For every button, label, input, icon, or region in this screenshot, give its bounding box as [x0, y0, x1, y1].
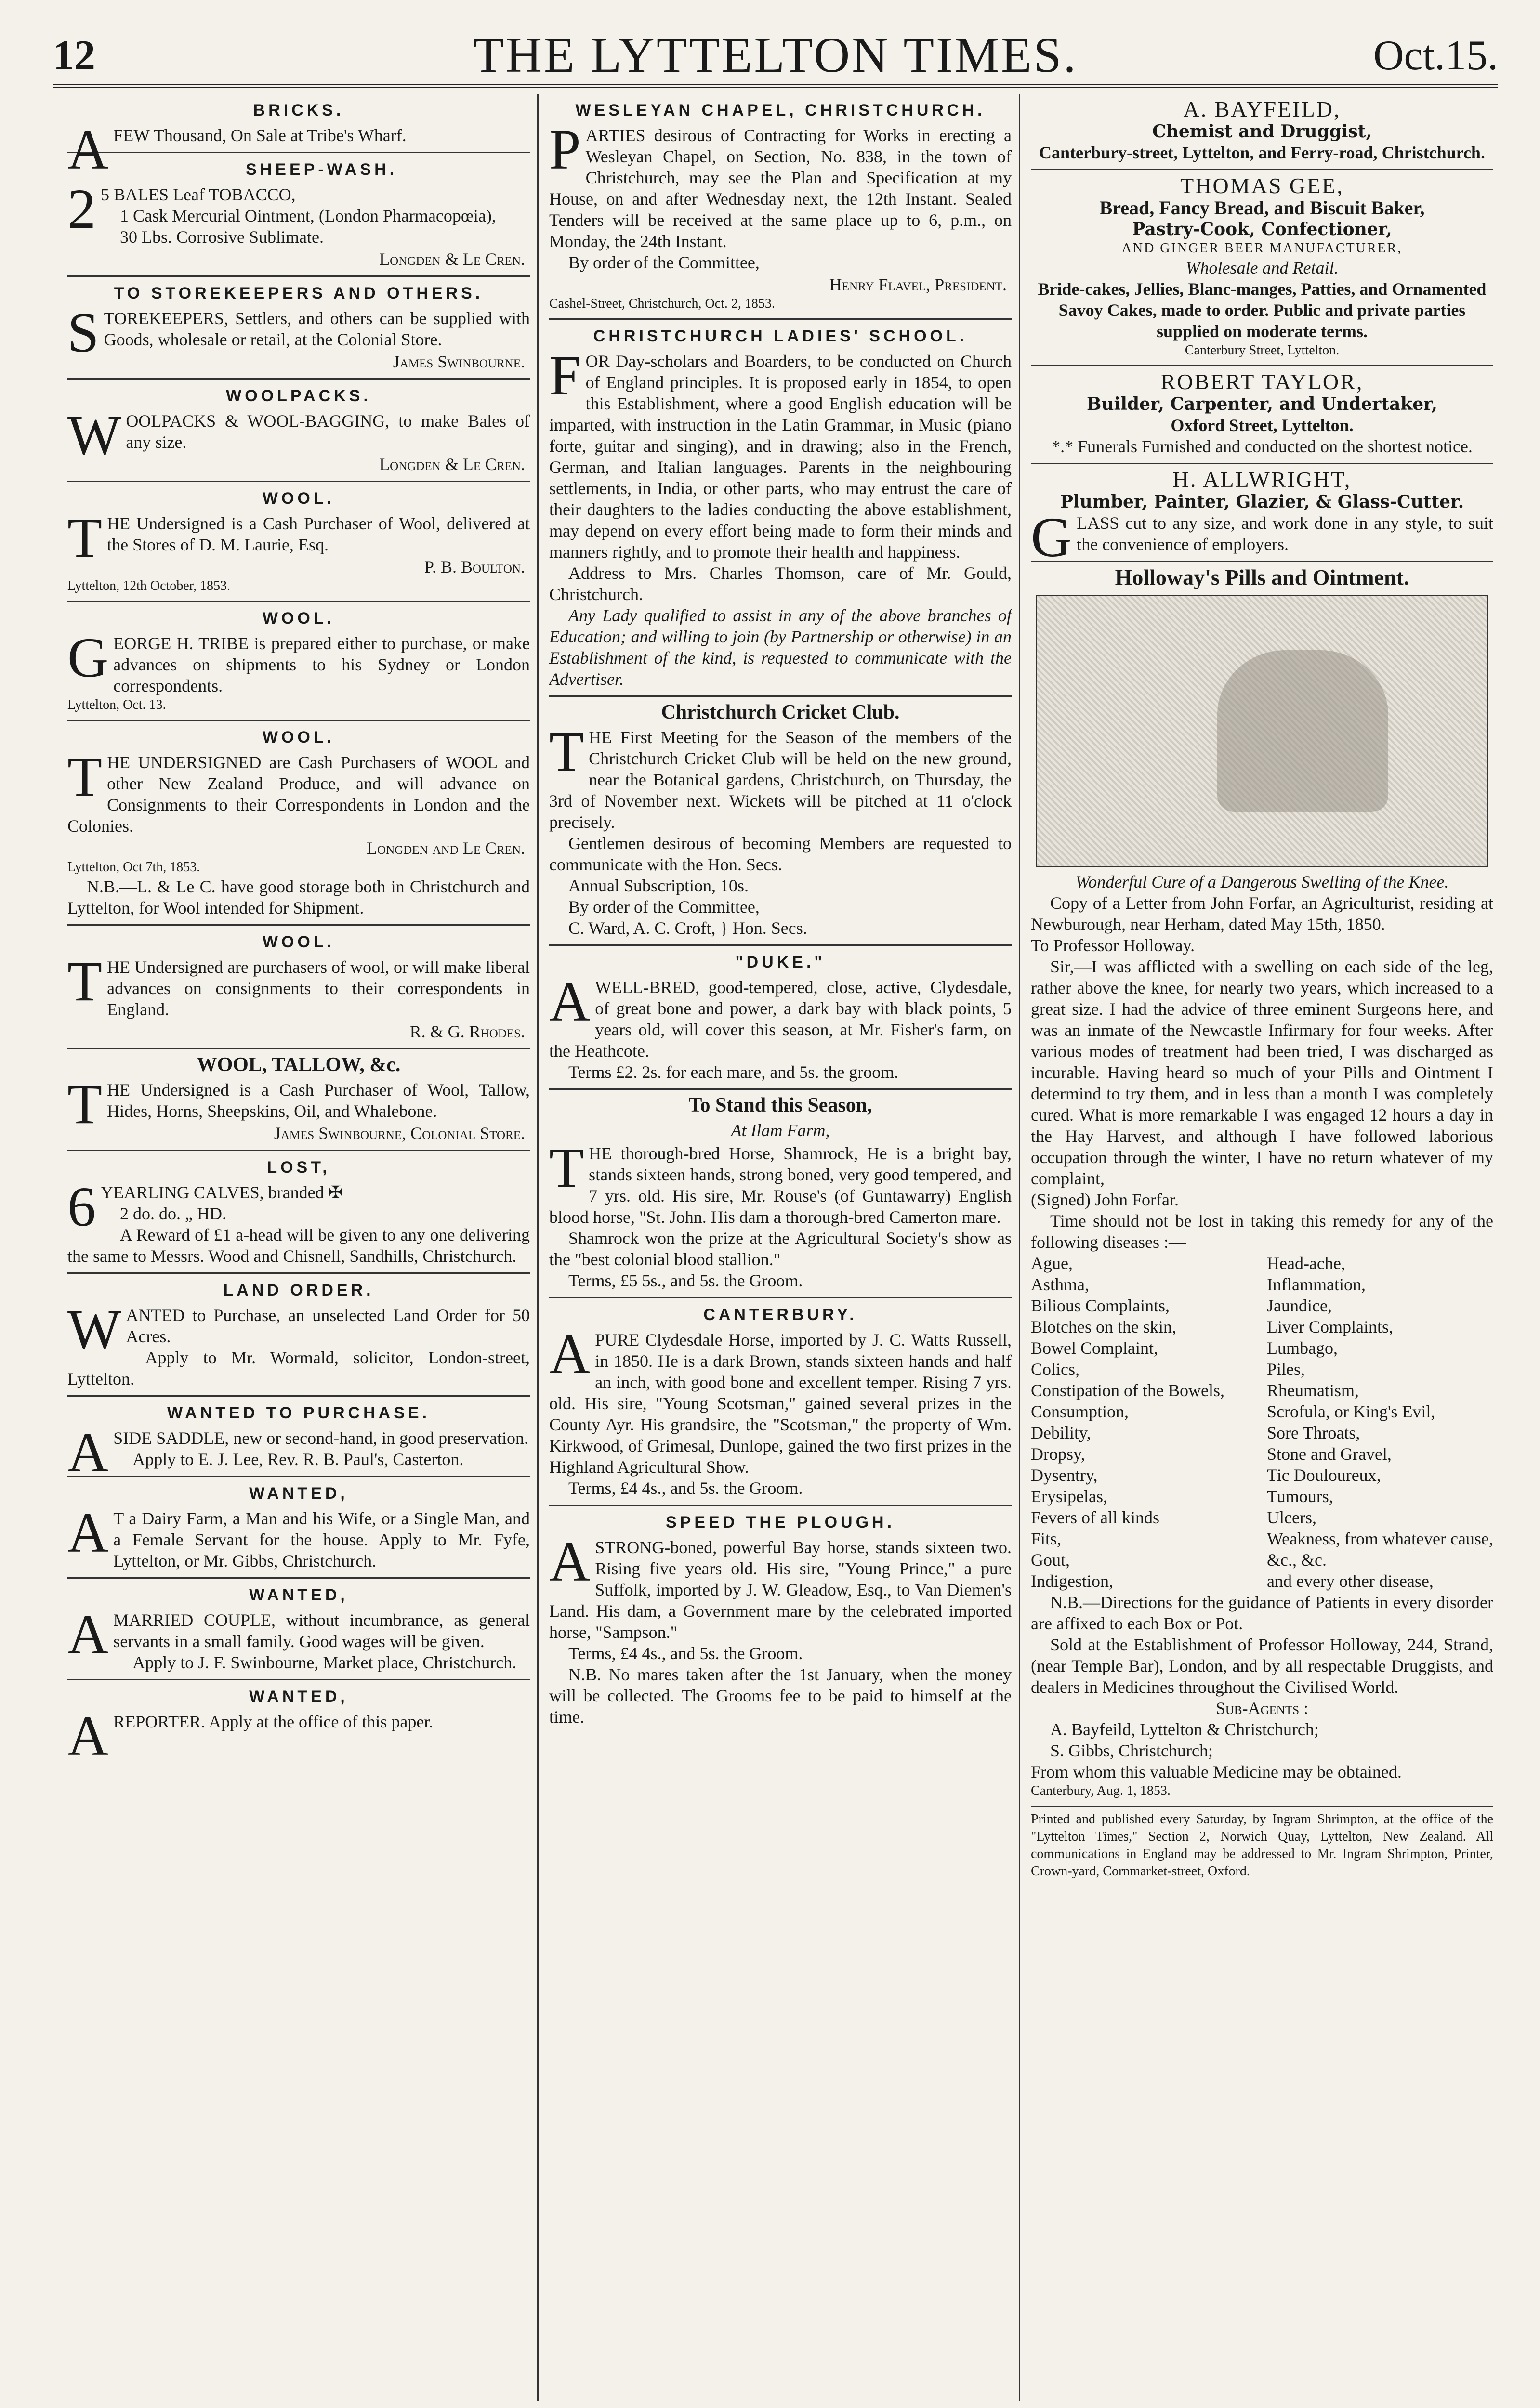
ad-body: Time should not be lost in taking this remedy for any of the following diseases :—: [1031, 1211, 1493, 1252]
advertiser-trade: AND GINGER BEER MANUFACTURER,: [1121, 241, 1403, 256]
ad-body: APURE Clydesdale Horse, imported by J. C. Watts Russell, in 1850. He is a dark Brown, stands sixteen hands and half an inch, with good bone and excellent temper. Rising 7 yrs. old. His sire, "Young Scotsman," gained several prizes in the County Ayr. His grandsire, the "Scotsman," the property of Wm. Kirkwood, of Grimesal, Dunlope, gained the two first prizes in the Highland Agricultural Show.: [549, 1322, 1012, 1477]
column-1: [67, 94, 530, 2401]
ad-body: Terms, £5 5s., and 5s. the Groom.: [568, 1271, 803, 1290]
ad-heading: WOOL.: [262, 489, 335, 508]
advertiser-trade: Chemist and Druggist,: [1152, 121, 1372, 142]
ad-body: Shamrock won the prize at the Agricultural Society's show as the "best colonial blood stallion.": [549, 1229, 1012, 1269]
advertisement: [67, 1680, 530, 1767]
advertisement: [549, 1090, 1012, 1298]
ad-body: Copy of a Letter from John Forfar, an Agriculturist, residing at Newburough, near Herham, dated May 15th, 1850.: [1031, 893, 1493, 934]
ad-body: THE Undersigned is a Cash Purchaser of Wool, delivered at the Stores of D. M. Laurie, Esq.: [67, 506, 530, 569]
disease-item: Rheumatism,: [1267, 1381, 1359, 1400]
ad-body: Sold at the Establishment of Professor Holloway, 244, Strand, (near Temple Bar), London, and by all respectable Druggists, and dealers in Medicines throughout the Civilised World.: [1031, 1635, 1493, 1697]
ad-body: WANTED to Purchase, an unselected Land Order for 50 Acres.: [67, 1298, 530, 1361]
disease-item: Debility,: [1031, 1423, 1091, 1442]
ad-heading: LOST,: [267, 1158, 330, 1177]
ad-body: By order of the Committee,: [568, 897, 760, 916]
imprint-text: Printed and published every Saturday, by Ingram Shrimpton, at the office of the "Lyttelton Times," Section 2, Norwich Quay, Lyttelton, New Zealand. All communications in England may be addressed to Mr. Ingram Shrimpton, Printer, Crown-yard, Cornmarket-street, Oxford.: [1031, 1812, 1493, 1879]
disease-item: Stone and Gravel,: [1267, 1444, 1392, 1464]
ad-body: Apply to E. J. Lee, Rev. R. B. Paul's, Casterton.: [132, 1450, 464, 1469]
ad-heading: WANTED,: [249, 1586, 348, 1604]
advertisement: [549, 946, 1012, 1090]
disease-list-left: [1031, 1253, 1257, 1592]
ad-heading: SHEEP-WASH.: [246, 160, 398, 179]
ad-body: STOREKEEPERS, Settlers, and others can be supplied with Goods, wholesale or retail, at the Colonial Store.: [67, 301, 530, 364]
disease-item: Constipation of the Bowels,: [1031, 1381, 1224, 1400]
ad-signature: Longden & Le Cren.: [379, 455, 525, 474]
ad-heading: Holloway's Pills and Ointment.: [1115, 565, 1409, 589]
advertisement: [67, 380, 530, 482]
issue-date: Oct.15.: [1373, 32, 1498, 79]
disease-item: Fevers of all kinds: [1031, 1508, 1159, 1527]
disease-item: Fits,: [1031, 1529, 1062, 1548]
advertiser-name: A. BAYFEILD,: [1183, 97, 1341, 121]
column-2: [549, 94, 1012, 2401]
disease-item: and every other disease,: [1267, 1571, 1434, 1591]
ad-allwright: [1031, 464, 1493, 569]
ad-heading: TO STOREKEEPERS AND OTHERS.: [114, 284, 484, 302]
advertiser-address: Canterbury Street, Lyttelton.: [1185, 343, 1340, 358]
sub-agents-heading: Sub-Agents :: [1215, 1699, 1309, 1718]
ad-body: *.* Funerals Furnished and conducted on the shortest notice.: [1052, 437, 1473, 456]
ad-body: 25 BALES Leaf TOBACCO,: [67, 177, 296, 240]
ad-bayfeild: [1031, 94, 1493, 170]
disease-item: Indigestion,: [1031, 1571, 1113, 1591]
signature: (Signed) John Forfar.: [1031, 1190, 1179, 1209]
ad-body: To Professor Holloway.: [1031, 936, 1195, 955]
newspaper-title: THE LYTTELTON TIMES.: [473, 27, 1078, 83]
ad-body: WOOLPACKS & WOOL-BAGGING, to make Bales of any size.: [67, 404, 530, 467]
ad-heading: WOOLPACKS.: [226, 387, 371, 405]
ad-signature: Longden & Le Cren.: [379, 249, 525, 269]
disease-item: Bilious Complaints,: [1031, 1296, 1170, 1315]
disease-item: Tic Douloureux,: [1267, 1466, 1381, 1485]
ad-body: THE Undersigned is a Cash Purchaser of Wool, Tallow, Hides, Horns, Sheepskins, Oil, and Whalebone.: [67, 1073, 530, 1136]
ad-heading: WESLEYAN CHAPEL, CHRISTCHURCH.: [575, 101, 986, 119]
ad-heading: WOOL, TALLOW, &c.: [197, 1054, 401, 1076]
ad-body: N.B. No mares taken after the 1st January, when the money will be collected. The Grooms fee to be paid to himself at the time.: [549, 1665, 1012, 1727]
column-rule: [537, 94, 539, 2401]
ad-body: Address to Mrs. Charles Thomson, care of Mr. Gould, Christchurch.: [549, 563, 1012, 604]
ad-heading: WANTED TO PURCHASE.: [167, 1404, 431, 1422]
ad-heading: "DUKE.": [735, 953, 826, 971]
advertiser-name: ROBERT TAYLOR,: [1160, 369, 1364, 394]
ad-date: Canterbury, Aug. 1, 1853.: [1031, 1783, 1171, 1798]
disease-item: Head-ache,: [1267, 1254, 1345, 1273]
ad-body: Terms, £4 4s., and 5s. the Groom.: [568, 1644, 803, 1663]
ad-heading: WOOL.: [262, 933, 335, 951]
disease-item: Jaundice,: [1267, 1296, 1332, 1315]
ad-body: S. Gibbs, Christchurch;: [1050, 1741, 1213, 1760]
ad-body: THE thorough-bred Horse, Shamrock, He is a bright bay, stands sixteen hands, strong boned, very good tempered, and 7 yrs. old. His sire, Mr. Rouse's (of Guntawarry) English blood horse, "St. John. His dam a thorough-bred Camerton mare.: [549, 1136, 1012, 1227]
ad-dateline: Lyttelton, 12th October, 1853.: [67, 578, 230, 593]
advertiser-trade: Plumber, Painter, Glazier, & Glass-Cutter.: [1060, 492, 1464, 512]
ad-body: GLASS cut to any size, and work done in any style, to suit the convenience of employers.: [1031, 506, 1493, 569]
disease-item: Scrofula, or King's Evil,: [1267, 1402, 1435, 1421]
ad-heading: CANTERBURY.: [703, 1306, 857, 1324]
ad-dateline: Lyttelton, Oct. 13.: [67, 697, 166, 712]
disease-item: Consumption,: [1031, 1402, 1129, 1421]
ad-body: Annual Subscription, 10s.: [568, 876, 749, 895]
disease-list-right: [1267, 1253, 1493, 1592]
ad-body: AT a Dairy Farm, a Man and his Wife, or a Single Man, and a Female Servant for the house. Apply to Mr. Fyfe, Lyttelton, or Mr. Gibbs, Christchurch.: [67, 1501, 530, 1570]
disease-item: Dysentry,: [1031, 1466, 1098, 1485]
advertisement: [67, 1049, 530, 1151]
engraving-illustration: [1036, 595, 1488, 867]
disease-item: Ague,: [1031, 1254, 1073, 1273]
ad-body: By order of the Committee,: [568, 253, 760, 272]
ad-body: A. Bayfeild, Lyttelton & Christchurch;: [1050, 1720, 1319, 1739]
advertisement: [67, 926, 530, 1049]
advertisement: [67, 1274, 530, 1397]
ad-heading: WOOL.: [262, 728, 335, 746]
ad-body: A Reward of £1 a-head will be given to any one delivering the same to Messrs. Wood and Chisnell, Sandhills, Christchurch.: [67, 1225, 530, 1266]
ad-note-italic: Any Lady qualified to assist in any of the above branches of Education; and willing to join (by Partnership or otherwise) in an Establishment of the kind, is requested to communicate with the Advertiser.: [549, 606, 1012, 689]
disease-item: Ulcers,: [1267, 1508, 1316, 1527]
ad-body: 6YEARLING CALVES, branded ✠: [67, 1175, 343, 1238]
disease-item: Gout,: [1031, 1550, 1070, 1570]
ad-heading: WANTED,: [249, 1484, 348, 1503]
advertisement: [549, 1298, 1012, 1506]
advertisement: [67, 721, 530, 926]
advertisement: [67, 277, 530, 380]
disease-item: Blotches on the skin,: [1031, 1317, 1176, 1336]
ad-body: PARTIES desirous of Contracting for Works in erecting a Wesleyan Chapel, on Section, No. 838, in the town of Christchurch, may see the Plan and Specification at my House, on and after Wednesday next, the 12th Instant. Sealed Tenders will be received at the same place up to 6, p.m., on Monday, the 24th Instant.: [549, 118, 1012, 251]
ad-body: 2 do. do. „ HD.: [120, 1204, 226, 1223]
advertiser-trade: Bread, Fancy Bread, and Biscuit Baker,: [1099, 197, 1425, 219]
advertisement: [549, 320, 1012, 697]
disease-item: Erysipelas,: [1031, 1487, 1107, 1506]
ad-body: Terms £2. 2s. for each mare, and 5s. the groom.: [568, 1062, 899, 1082]
advertisement: [67, 1397, 530, 1484]
ad-robert-taylor: [1031, 366, 1493, 464]
ad-nb: N.B.—L. & Le C. have good storage both in Christchurch and Lyttelton, for Wool intended for Shipment.: [67, 877, 530, 917]
advertisement: [67, 602, 530, 721]
advertiser-trade: Pastry-Cook, Confectioner,: [1132, 219, 1392, 239]
ad-heading: BRICKS.: [253, 101, 344, 119]
ad-heading: WOOL.: [262, 609, 335, 628]
ad-body: 1 Cask Mercurial Ointment, (London Pharmacopœia),: [120, 206, 496, 225]
ad-body: THE First Meeting for the Season of the members of the Christchurch Cricket Club will be held on the new ground, near the Botanical gardens, Christchurch, on Thursday, the 3rd of November next. Wickets will be pitched at 11 o'clock precisely.: [549, 720, 1012, 832]
ad-heading: Christchurch Cricket Club.: [661, 701, 900, 723]
ad-byline: At Ilam Farm,: [731, 1121, 830, 1140]
disease-item: Liver Complaints,: [1267, 1317, 1393, 1336]
disease-item: Tumours,: [1267, 1487, 1333, 1506]
ad-body: Sir,—I was afflicted with a swelling on each side of the leg, rather above the knee, for nearly two years, which increased to a great size. I had the advice of three eminent Surgeons here, and was an inmate of the Newcastle Infirmary for four weeks. After various modes of treatment had been tried, I was discharged as incurable. Having heard so much of your Pills and Ointment I determind to try them, and in less than a month I was completely cured. What is more remarkable I was engaged 12 hours a day in the Hay Harvest, and although I have followed laborious occupation through the winter, I have no return whatever of my complaint,: [1031, 957, 1493, 1188]
ad-body: ASTRONG-boned, powerful Bay horse, stands sixteen two. Rising five years old. His sire, "Young Prince," a pure Suffolk, imported by J. W. Gleadow, Esq., to Van Diemen's Land. His dam, a Government mare by the celebrated imported horse, "Sampson.": [549, 1530, 1012, 1642]
masthead: [53, 26, 1498, 88]
advertiser-trade: Builder, Carpenter, and Undertaker,: [1086, 394, 1438, 414]
ad-body: C. Ward, A. C. Croft, } Hon. Secs.: [568, 918, 807, 938]
advertisement: [549, 1506, 1012, 1733]
advertiser-address: Canterbury-street, Lyttelton, and Ferry-road, Christchurch.: [1039, 143, 1485, 162]
ad-body: ASIDE SADDLE, new or second-hand, in good preservation.: [67, 1421, 529, 1484]
disease-item: Bowel Complaint,: [1031, 1338, 1158, 1358]
ad-heading: LAND ORDER.: [223, 1281, 374, 1299]
ad-signature: P. B. Boulton.: [424, 557, 525, 576]
column-3: [1031, 94, 1493, 2401]
ad-heading: WANTED,: [249, 1688, 348, 1706]
disease-item: Sore Throats,: [1267, 1423, 1360, 1442]
ad-signature: James Swinbourne, Colonial Store.: [274, 1124, 525, 1143]
ad-body: N.B.—Directions for the guidance of Patients in every disorder are affixed to each Box or Pot.: [1031, 1593, 1493, 1633]
ad-signature: R. & G. Rhodes.: [409, 1022, 525, 1041]
column-rule: [1019, 94, 1020, 2401]
disease-item: Colics,: [1031, 1360, 1080, 1379]
advertiser-trade: Wholesale and Retail.: [1185, 258, 1339, 277]
disease-item: Dropsy,: [1031, 1444, 1085, 1464]
advertisement: [67, 1579, 530, 1680]
ad-body: FOR Day-scholars and Boarders, to be conducted on Church of England principles. It is proposed early in 1854, to open this Establishment, where a good English education will be imparted, with instruction in the Latin Grammar, in Music (piano forte, guitar and singing), and in drawing; also in the French, German, and Italian languages. Parents in the neighbouring settlements, in India, or other parts, who may entrust the care of their daughters to the ladies conducting the above establishment, may depend on every effort being made to form their minds and manners rightly, and to promote their health and happiness.: [549, 344, 1012, 562]
advertisement: [67, 1151, 530, 1274]
advertisement: [549, 94, 1012, 320]
ad-body: AREPORTER. Apply at the office of this paper.: [67, 1704, 434, 1767]
advertisement: [67, 1477, 530, 1579]
advertiser-name: H. ALLWRIGHT,: [1172, 467, 1352, 492]
ad-body: THE Undersigned are purchasers of wool, or will make liberal advances on consignments to their correspondents in England.: [67, 950, 530, 1019]
ad-body: AFEW Thousand, On Sale at Tribe's Wharf.: [67, 118, 407, 181]
page-number: 12: [53, 32, 95, 79]
disease-item: Weakness, from whatever cause, &c., &c.: [1267, 1529, 1493, 1570]
imprint: [1031, 1807, 1493, 1886]
illustration-caption: Wonderful Cure of a Dangerous Swelling of the Knee.: [1075, 872, 1449, 891]
ad-signature: Henry Flavel, President.: [829, 275, 1007, 294]
disease-item: Inflammation,: [1267, 1275, 1366, 1294]
ad-body: Terms, £4 4s., and 5s. the Groom.: [568, 1479, 803, 1498]
ad-body: Gentlemen desirous of becoming Members are requested to communicate with the Hon. Secs.: [549, 834, 1012, 874]
ad-signature: James Swinbourne.: [393, 352, 525, 371]
advertisement: [67, 482, 530, 602]
disease-item: Piles,: [1267, 1360, 1305, 1379]
advertisement: [549, 697, 1012, 946]
ad-heading: SPEED THE PLOUGH.: [665, 1513, 895, 1531]
ad-body: AMARRIED COUPLE, without incumbrance, as general servants in a small family. Good wages will be given.: [67, 1603, 530, 1666]
advertisement: [67, 153, 530, 277]
ad-dateline: Cashel-Street, Christchurch, Oct. 2, 1853.: [549, 296, 775, 311]
advertiser-name: THOMAS GEE,: [1180, 173, 1344, 198]
ad-body: AWELL-BRED, good-tempered, close, active, Clydesdale, of great bone and power, a dark bay with black points, 5 years old, will cover this season, at Mr. Fisher's farm, on the Heathcote.: [549, 970, 1012, 1060]
ad-body: Bride-cakes, Jellies, Blanc-manges, Patties, and Ornamented Savoy Cakes, made to order. Public and private parties supplied on moderate terms.: [1038, 279, 1487, 341]
ad-heading: To Stand this Season,: [688, 1094, 872, 1116]
ad-body: Apply to Mr. Wormald, solicitor, London-street, Lyttelton.: [67, 1348, 530, 1388]
ad-thomas-gee: [1031, 170, 1493, 366]
disease-item: Lumbago,: [1267, 1338, 1338, 1358]
advertiser-address: Oxford Street, Lyttelton.: [1171, 416, 1354, 435]
disease-item: Asthma,: [1031, 1275, 1089, 1294]
ad-signature: Longden and Le Cren.: [367, 838, 525, 858]
ad-body: THE UNDERSIGNED are Cash Purchasers of WOOL and other New Zealand Produce, and will advance on Consignments to their Correspondents in London and the Colonies.: [67, 745, 530, 836]
ad-body: Apply to J. F. Swinbourne, Market place, Christchurch.: [132, 1653, 517, 1672]
ad-body: From whom this valuable Medicine may be obtained.: [1031, 1762, 1402, 1781]
ad-heading: CHRISTCHURCH LADIES' SCHOOL.: [593, 327, 968, 345]
ad-body: GEORGE H. TRIBE is prepared either to purchase, or make advances on shipments to his Sydney or London correspondents.: [67, 626, 530, 695]
ad-holloway: [1031, 562, 1493, 1807]
disease-list: [1031, 1253, 1493, 1592]
ad-dateline: Lyttelton, Oct 7th, 1853.: [67, 860, 200, 875]
ad-body: 30 Lbs. Corrosive Sublimate.: [120, 227, 324, 247]
